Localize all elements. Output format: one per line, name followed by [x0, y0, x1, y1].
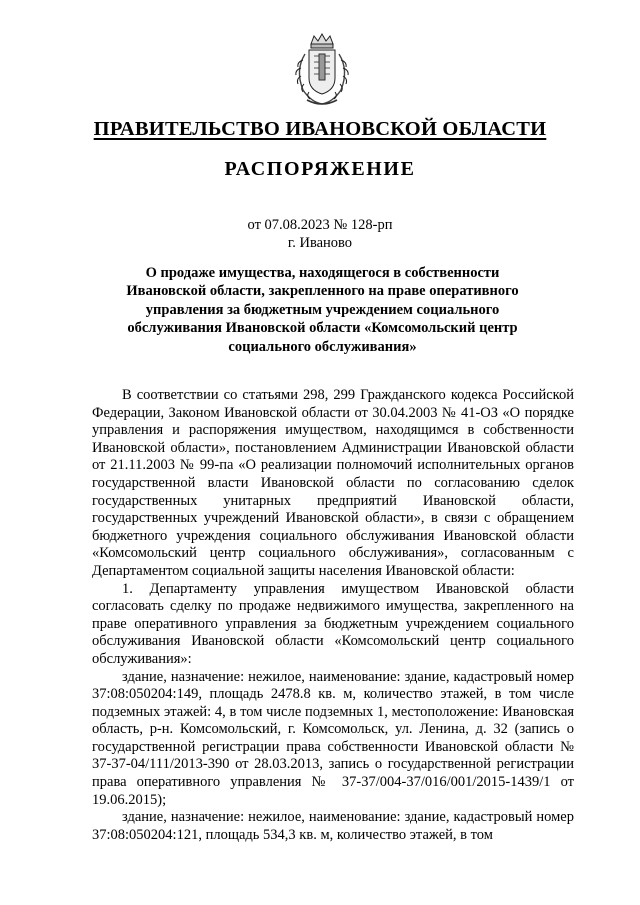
paragraph-building-2: здание, назначение: нежилое, наименование: здание, кадастровый номер 37:08:050204:121, площадь 534,3 кв. м, количество этажей, в том: [92, 809, 574, 843]
date-number: от 07.08.2023 № 128-рп: [247, 217, 393, 233]
document-subject: О продаже имущества, находящегося в собственности Ивановской области, закрепленного на праве оперативного управления за бюджетным учреждением социального обслуживания Ивановской области «Комсомольский центр социального обслуживания»: [126, 265, 519, 355]
paragraph-item-1: 1. Департаменту управления имуществом Ивановской области согласовать сделку по продаже недвижимого имущества, закрепленного на праве оперативного управления за бюджетным учреждением социального обслуживания Ивановской области «Комсомольский центр социального обслуживания»:: [92, 580, 574, 667]
coat-of-arms-icon: [287, 30, 357, 110]
government-title: ПРАВИТЕЛЬСТВО ИВАНОВСКОЙ ОБЛАСТИ: [93, 118, 547, 140]
document-body: [92, 387, 574, 844]
city: г. Иваново: [287, 235, 353, 251]
paragraph-preamble: В соответствии со статьями 298, 299 Гражданского кодекса Российской Федерации, Законом Ивановской области от 30.04.2003 № 41-ОЗ «О порядке управления и распоряжения имуществом, находящимся в собственности Ивановской области», постановлением Администрации Ивановской области от 21.11.2003 № 99-па «О реализации полномочий исполнительных органов государственной власти Ивановской области по согласованию сделок государственных унитарных предприятий Ивановской области, государственных учреждений Ивановской области», в связи с обращением бюджетного учреждения социального обслуживания Ивановской области «Комсомольский центр социального обслуживания», согласованным с Департаментом социальной защиты населения Ивановской области:: [92, 387, 574, 579]
document-type: РАСПОРЯЖЕНИЕ: [224, 158, 416, 180]
paragraph-building-1: здание, назначение: нежилое, наименование: здание, кадастровый номер 37:08:050204:149, площадь 2478.8 кв. м, количество этажей, в том числе подземных этажей: 4, в том числе подземных 1, местоположение: Ивановская область, р-н. Комсомольский, г. Комсомольск, ул. Ленина, д. 32 (запись о государственной регистрации права собственности Ивановской области № 37-37-04/111/2013-390 от 28.03.2013, запись о государственной регистрации права оперативного управления № 37-37/004-37/016/001/2015-1439/1 от 19.06.2015);: [92, 668, 574, 808]
